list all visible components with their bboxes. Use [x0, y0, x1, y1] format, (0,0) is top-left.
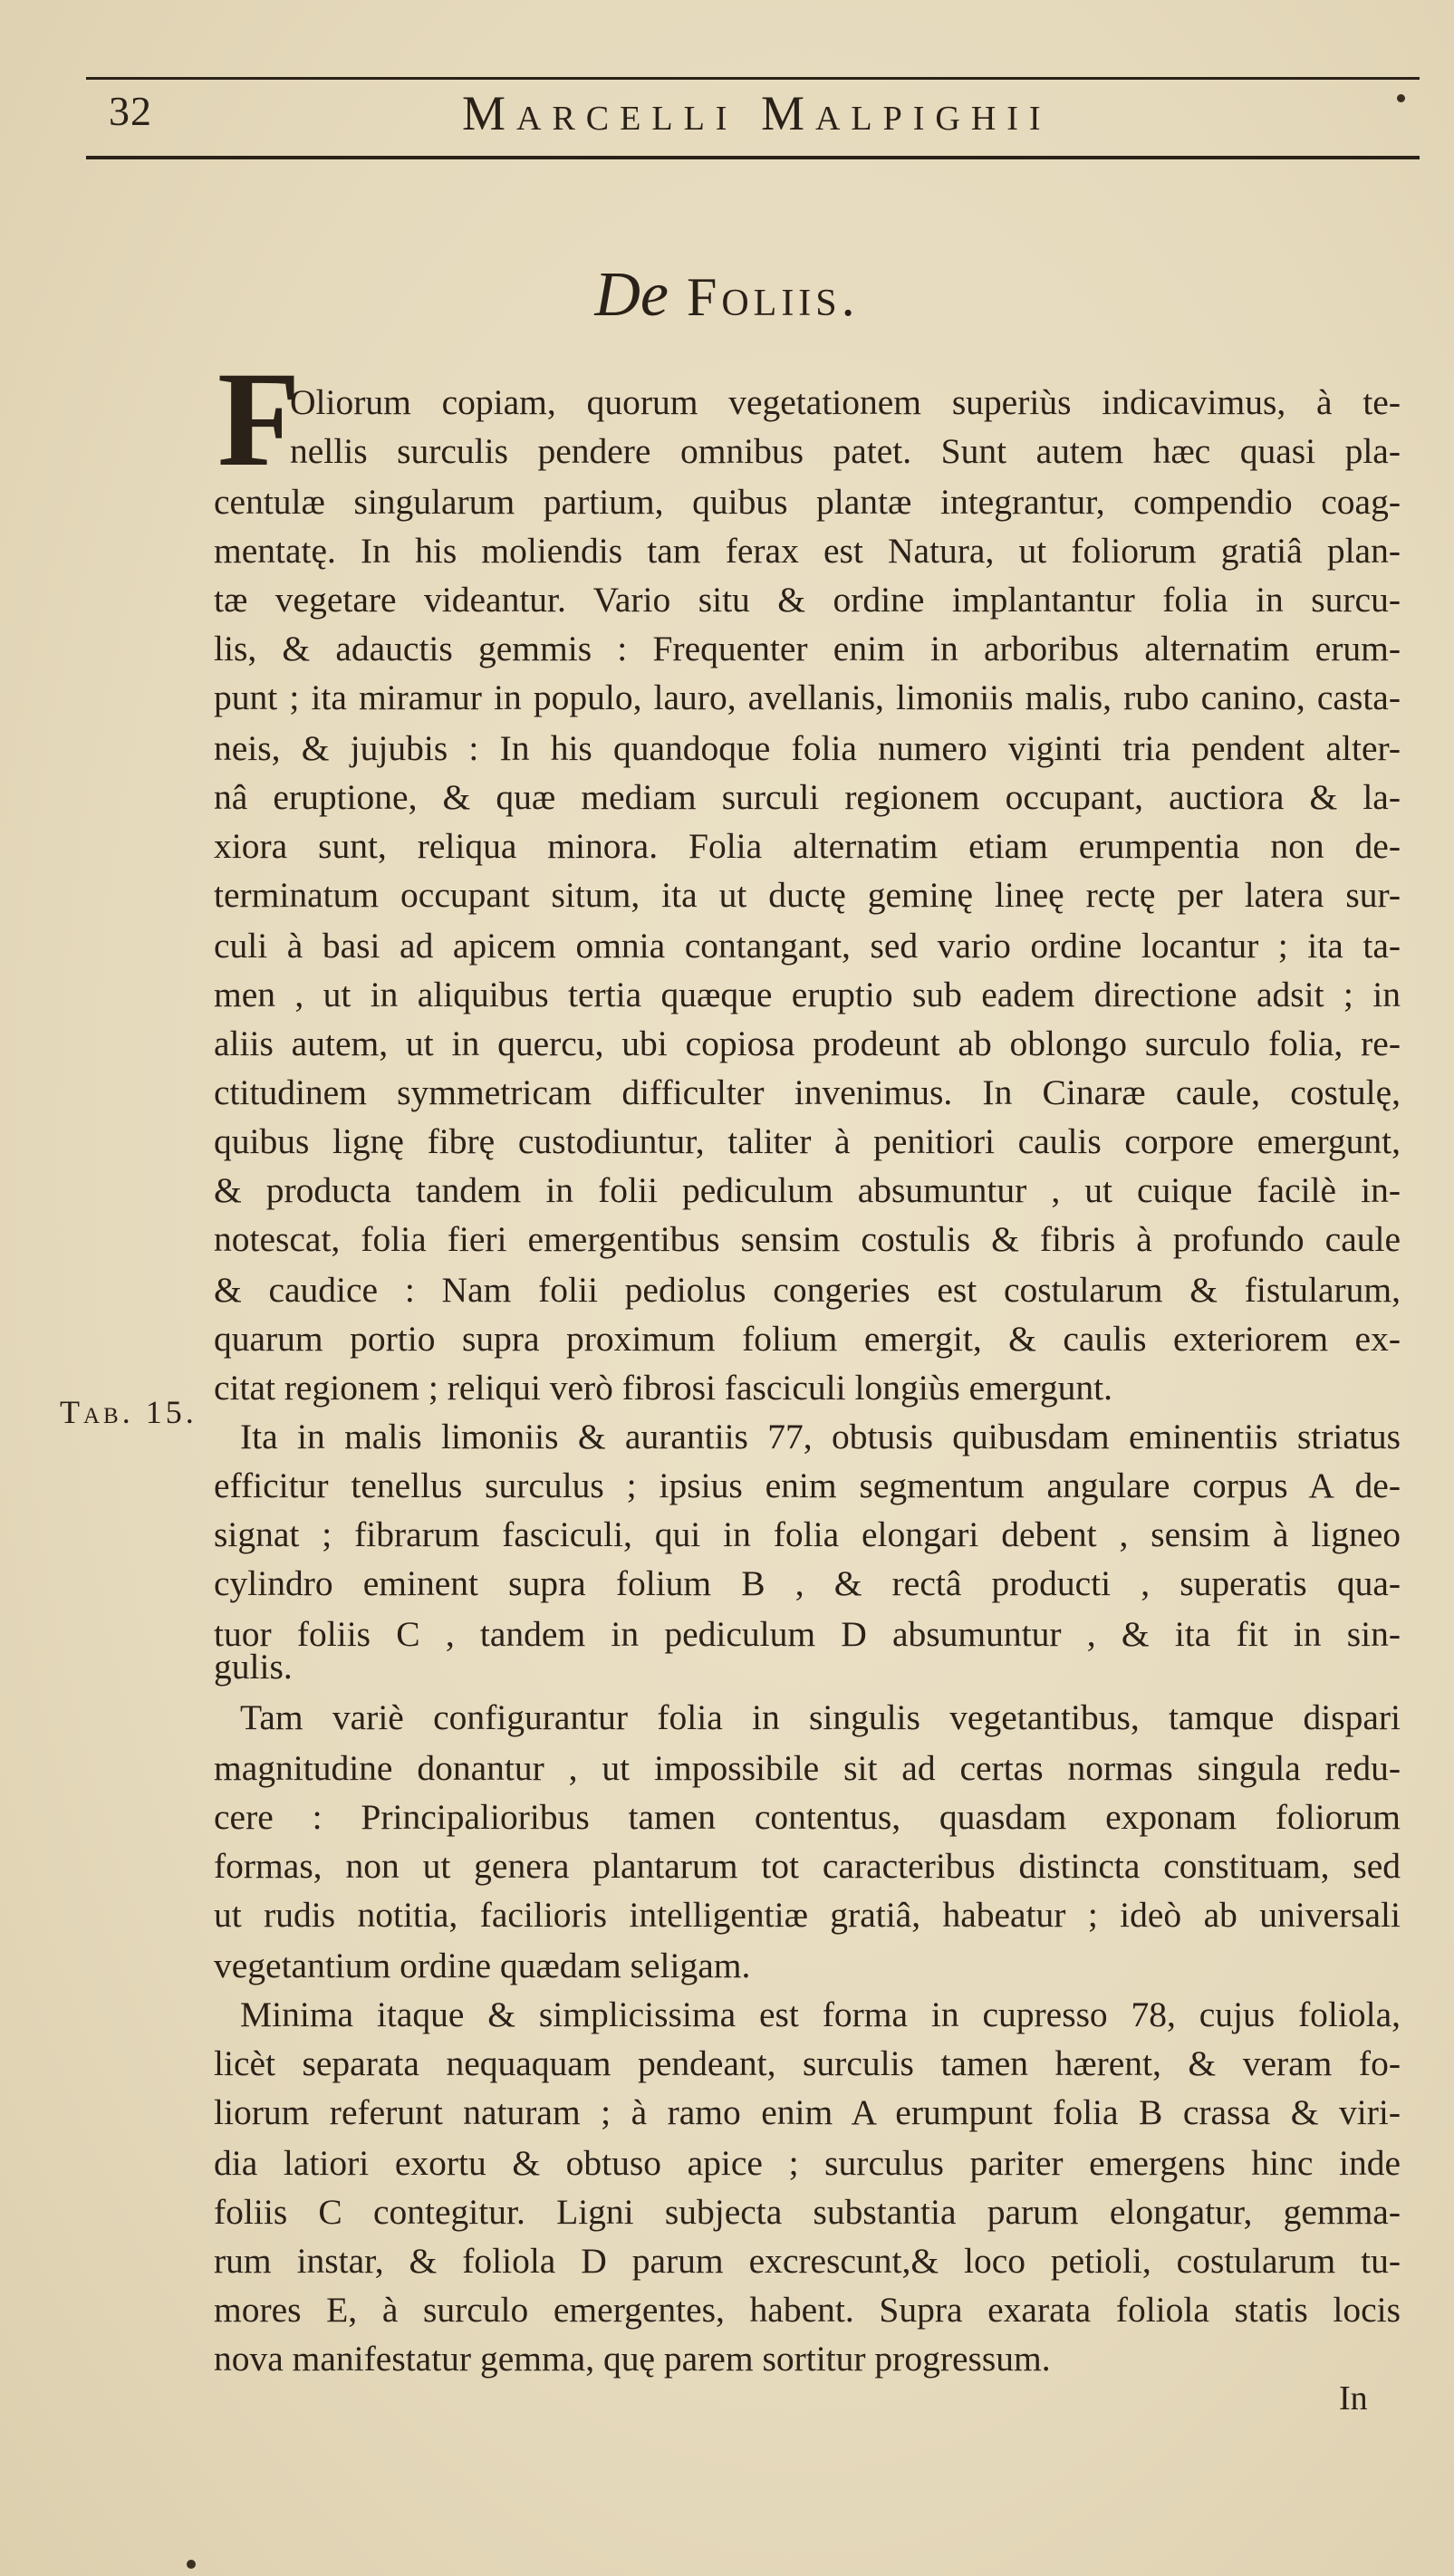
text-line: nova manifestatur gemma, quę parem sortitur progressum.: [214, 2339, 1051, 2379]
text-line: citat regionem ; reliqui verò fibrosi fasciculi longiùs emergunt.: [214, 1368, 1112, 1408]
text-line: Oliorum copiam, quorum vegetationem superiùs indicavimus, à te-: [290, 382, 1401, 422]
text-line: licèt separata nequaquam pendeant, surculis tamen hærent, & veram fo-: [214, 2043, 1401, 2083]
running-head: Marcelli Malpighii: [462, 86, 1052, 140]
text-line: nâ eruptione, & quæ mediam surculi regionem occupant, auctiora & la-: [214, 777, 1401, 817]
text-line: magnitudine donantur , ut impossibile sit ad certas normas singula redu-: [214, 1748, 1401, 1788]
text-line: liorum referunt naturam ; à ramo enim A erumpunt folia B crassa & viri-: [214, 2092, 1401, 2132]
text-line: & caudice : Nam folii pediolus congeries est costularum & fistularum,: [214, 1270, 1401, 1310]
text-line: gulis.: [214, 1647, 293, 1687]
header-top-rule: [86, 77, 1420, 80]
text-line: xiora sunt, reliqua minora. Folia alternatim etiam erumpentia non de-: [214, 826, 1401, 866]
text-line: cylindro eminent supra folium B , & rectâ producti , superatis qua-: [214, 1563, 1401, 1603]
margin-note-plate-reference: Tab. 15.: [60, 1394, 197, 1430]
text-line: men , ut in aliquibus tertia quæque eruptio sub eadem directione adsit ; in: [214, 975, 1401, 1014]
text-line: quibus lignę fibrę custodiuntur, taliter à penitiori caulis corpore emergunt,: [214, 1121, 1401, 1161]
text-line: Minima itaque & simplicissima est forma in cupresso 78, cujus foliola,: [240, 1994, 1401, 2034]
text-line: formas, non ut genera plantarum tot caracteribus distincta constituam, sed: [214, 1846, 1401, 1886]
text-line: ut rudis notitia, facilioris intelligentiæ gratiâ, habeatur ; ideò ab universali: [214, 1895, 1401, 1935]
text-line: culi à basi ad apicem omnia contangant, sed vario ordine locantur ; ita ta-: [214, 926, 1401, 966]
section-title-rest: Foliis.: [686, 267, 860, 327]
text-line: rum instar, & foliola D parum excrescunt,& loco petioli, costularum tu-: [214, 2241, 1401, 2281]
section-title-first-word: De: [594, 260, 669, 330]
text-line: Tam variè configurantur folia in singulis vegetantibus, tamque dispari: [240, 1697, 1401, 1737]
text-line: lis, & adauctis gemmis : Frequenter enim in arboribus alternatim erum-: [214, 629, 1401, 668]
text-line: neis, & jujubis : In his quandoque folia numero viginti tria pendent alter-: [214, 728, 1401, 768]
text-line: notescat, folia fieri emergentibus sensim costulis & fibris à profundo caule: [214, 1219, 1401, 1259]
drop-cap: F: [217, 370, 301, 471]
text-line: Ita in malis limoniis & aurantiis 77, obtusis quibusdam eminentiis striatus: [240, 1417, 1401, 1456]
text-line: foliis C contegitur. Ligni subjecta substantia parum elongatur, gemma-: [214, 2192, 1401, 2232]
text-line: nellis surculis pendere omnibus patet. Sunt autem hæc quasi pla-: [290, 431, 1401, 471]
catchword: In: [1339, 2379, 1368, 2417]
text-line: terminatum occupant situm, ita ut ductę geminę lineę rectę per latera sur-: [214, 875, 1401, 915]
ink-speck: [187, 2560, 196, 2569]
page-number: 32: [109, 88, 152, 134]
text-line: cere : Principalioribus tamen contentus, quasdam exponam foliorum: [214, 1797, 1401, 1837]
text-line: mores E, à surculo emergentes, habent. Supra exarata foliola statis locis: [214, 2290, 1401, 2330]
ink-speck: [1397, 94, 1405, 102]
text-line: vegetantium ordine quædam seligam.: [214, 1946, 751, 1985]
text-line: & producta tandem in folii pediculum absumuntur , ut cuique facilè in-: [214, 1170, 1401, 1210]
text-line: ctitudinem symmetricam difficulter invenimus. In Cinaræ caule, costulę,: [214, 1072, 1401, 1112]
text-line: aliis autem, ut in quercu, ubi copiosa prodeunt ab oblongo surculo folia, re-: [214, 1024, 1401, 1063]
text-line: dia latiori exortu & obtuso apice ; surculus pariter emergens hinc inde: [214, 2143, 1401, 2183]
header-bottom-rule: [86, 156, 1420, 159]
text-line: punt ; ita miramur in populo, lauro, avellanis, limoniis malis, rubo canino, casta-: [214, 678, 1401, 717]
text-line: efficitur tenellus surculus ; ipsius enim segmentum angulare corpus A de-: [214, 1466, 1401, 1505]
text-line: mentatę. In his moliendis tam ferax est Natura, ut foliorum gratiâ plan-: [214, 531, 1401, 571]
text-line: tæ vegetare videantur. Vario situ & ordine implantantur folia in surcu-: [214, 580, 1401, 620]
text-line: centulæ singularum partium, quibus plantæ integrantur, compendio coag-: [214, 482, 1401, 522]
section-title: [0, 259, 1454, 332]
text-line: signat ; fibrarum fasciculi, qui in folia elongari debent , sensim à ligneo: [214, 1514, 1401, 1554]
text-line: tuor foliis C , tandem in pediculum D absumuntur , & ita fit in sin-: [214, 1614, 1401, 1654]
text-line: quarum portio supra proximum folium emergit, & caulis exteriorem ex-: [214, 1319, 1401, 1359]
